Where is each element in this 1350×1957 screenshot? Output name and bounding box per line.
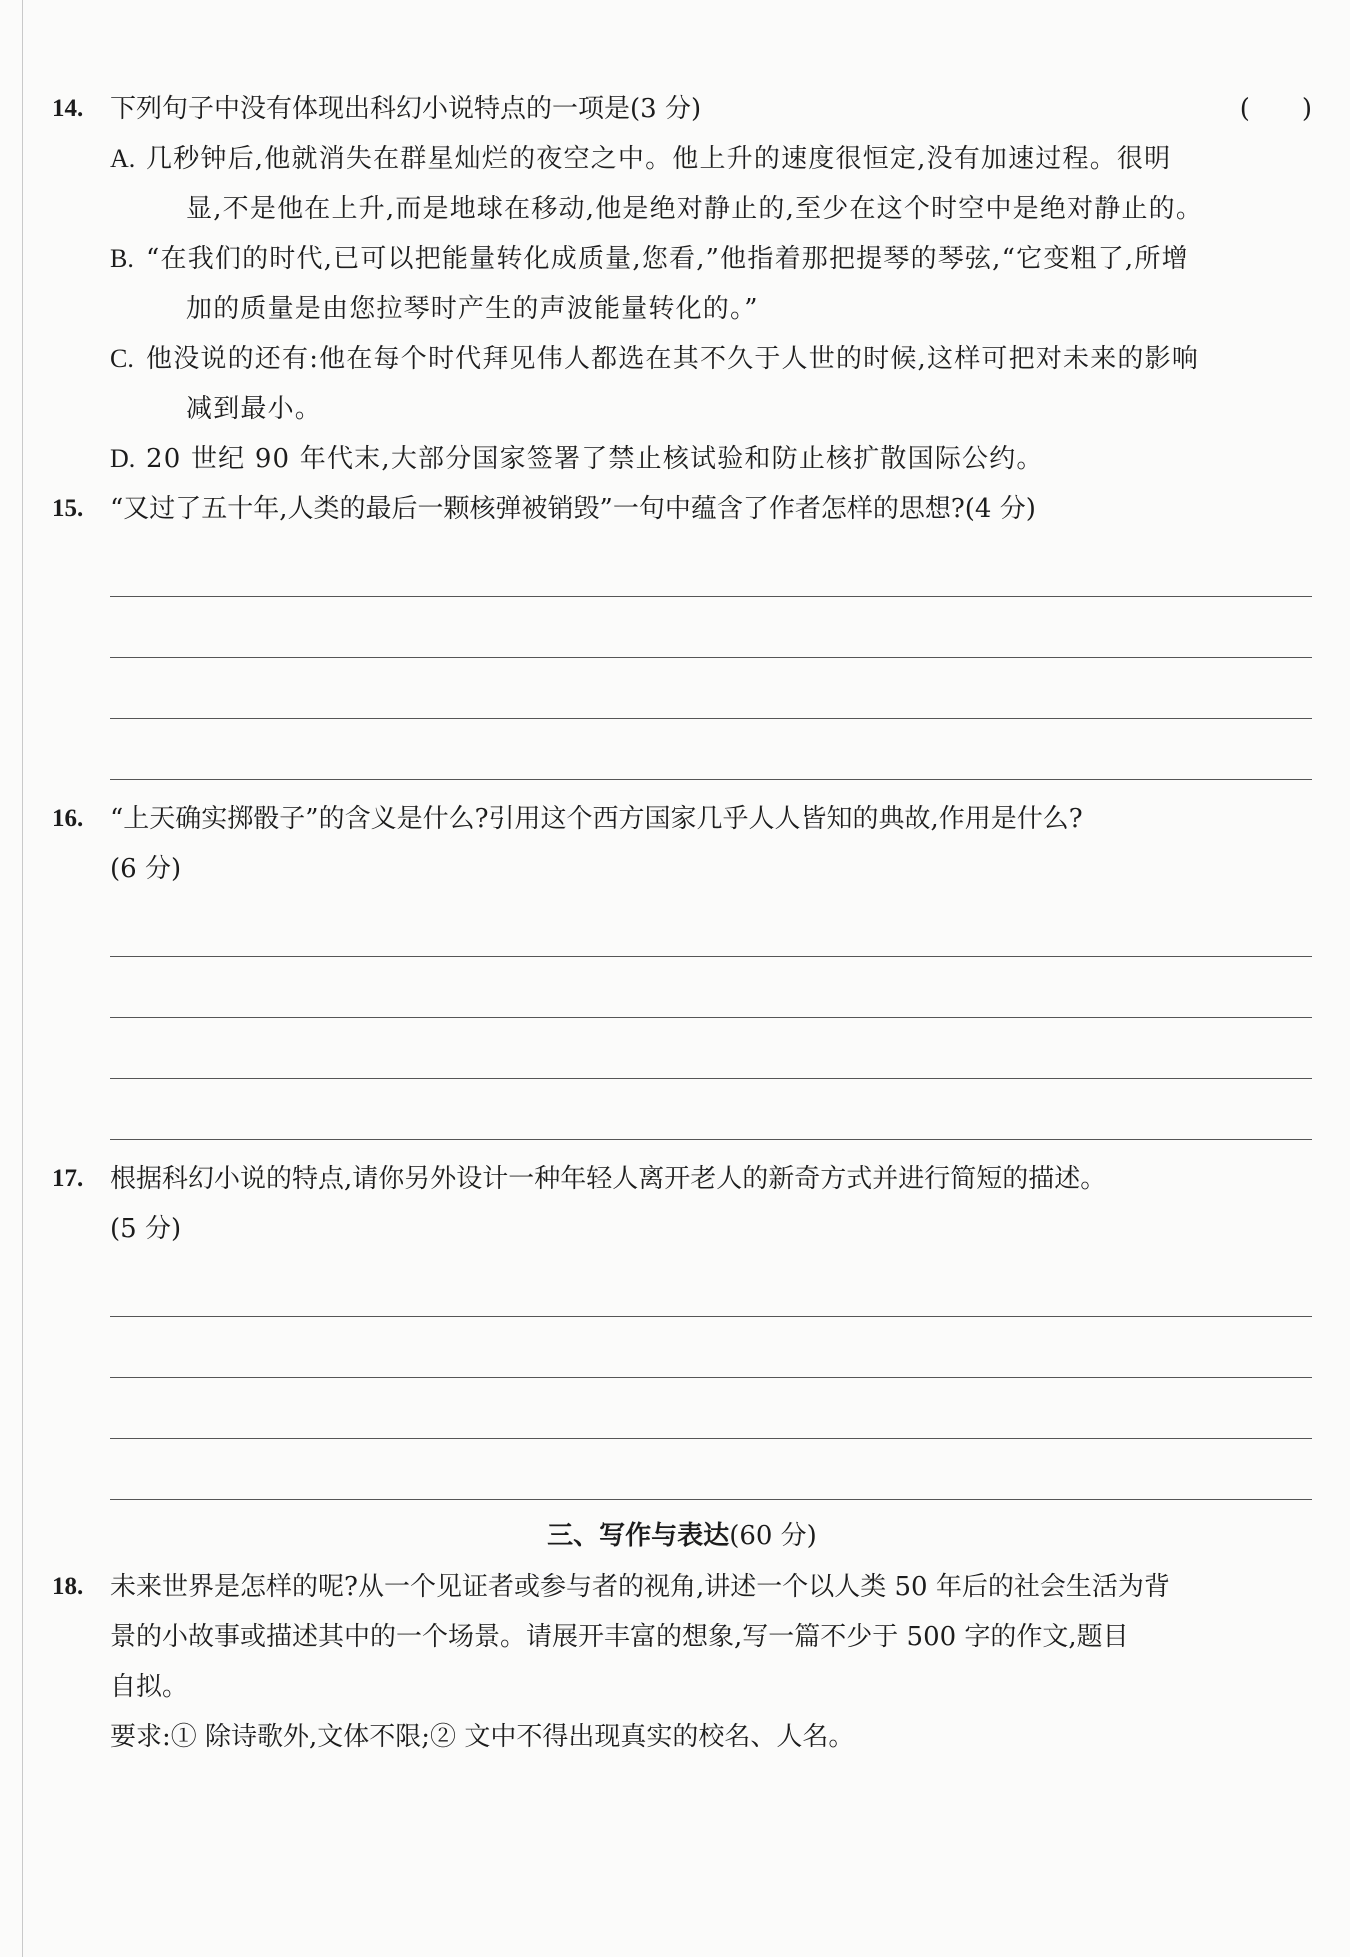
answer-line[interactable] — [110, 912, 1312, 957]
answer-line[interactable] — [110, 1378, 1312, 1439]
question-17 — [52, 1154, 1312, 1254]
answer-line[interactable] — [110, 1272, 1312, 1317]
question-stem: “上天确实掷骰子”的含义是什么?引用这个西方国家几乎人人皆知的典故,作用是什么? — [110, 804, 1083, 834]
answer-line[interactable] — [110, 658, 1312, 719]
question-number: 17. — [52, 1165, 84, 1192]
option-text-line: 20 世纪 90 年代末,大部分国家签署了禁止核试验和防止核扩散国际公约。 — [146, 444, 1044, 474]
answer-line[interactable] — [110, 1317, 1312, 1378]
answer-line[interactable] — [110, 1018, 1312, 1079]
section-heading — [52, 1510, 1312, 1562]
question-number: 15. — [52, 495, 84, 522]
question-number: 16. — [52, 805, 84, 832]
answer-area-16[interactable] — [110, 894, 1312, 1140]
option-text-line: “在我们的时代,已可以把能量转化成质量,您看,”他指着那把提琴的琴弦,“它变粗了,所增 — [146, 244, 1189, 274]
option-b — [52, 234, 1312, 334]
answer-area-15[interactable] — [110, 534, 1312, 780]
question-score: (5 分) — [110, 1214, 182, 1244]
question-stem-line: 自拟。 — [110, 1672, 189, 1702]
option-text-line: 减到最小。 — [186, 394, 323, 424]
answer-parentheses[interactable]: ( ) — [1239, 94, 1312, 124]
answer-line[interactable] — [110, 719, 1312, 780]
page-margin-rule — [22, 0, 23, 1957]
answer-line[interactable] — [110, 1439, 1312, 1500]
question-stem: “又过了五十年,人类的最后一颗核弹被销毁”一句中蕴含了作者怎样的思想?(4 分) — [110, 494, 1036, 524]
option-a — [52, 134, 1312, 234]
exam-page — [52, 84, 1312, 1762]
question-stem-line: 景的小故事或描述其中的一个场景。请展开丰富的想象,写一篇不少于 500 字的作文,题目 — [110, 1622, 1129, 1652]
option-text-line: 他没说的还有:他在每个时代拜见伟人都选在其不久于人世的时候,这样可把对未来的影响 — [146, 344, 1200, 374]
option-letter: D. — [110, 444, 136, 473]
question-score: (6 分) — [110, 854, 182, 884]
answer-line[interactable] — [110, 1079, 1312, 1140]
option-text-line: 显,不是他在上升,而是地球在移动,他是绝对静止的,至少在这个时空中是绝对静止的。 — [186, 194, 1204, 224]
question-16 — [52, 794, 1312, 894]
section-score: (60 分) — [729, 1521, 817, 1551]
essay-requirements: 要求:① 除诗歌外,文体不限;② 文中不得出现真实的校名、人名。 — [110, 1722, 855, 1752]
option-text-line: 加的质量是由您拉琴时产生的声波能量转化的。” — [186, 294, 759, 324]
question-stem-line: 未来世界是怎样的呢?从一个见证者或参与者的视角,讲述一个以人类 50 年后的社会生活为背 — [110, 1572, 1170, 1602]
section-title: 三、写作与表达 — [547, 1521, 730, 1551]
question-stem: 下列句子中没有体现出科幻小说特点的一项是(3 分) — [110, 94, 702, 124]
option-letter: A. — [110, 144, 136, 173]
option-d — [52, 434, 1312, 484]
question-number: 14. — [52, 95, 84, 122]
option-letter: C. — [110, 344, 134, 373]
answer-line[interactable] — [110, 597, 1312, 658]
question-15 — [52, 484, 1312, 534]
question-number: 18. — [52, 1573, 84, 1600]
option-c — [52, 334, 1312, 434]
question-18 — [52, 1562, 1312, 1712]
answer-line[interactable] — [110, 957, 1312, 1018]
option-letter: B. — [110, 244, 134, 273]
question-14 — [52, 84, 1312, 134]
answer-area-17[interactable] — [110, 1254, 1312, 1500]
question-stem: 根据科幻小说的特点,请你另外设计一种年轻人离开老人的新奇方式并进行简短的描述。 — [110, 1164, 1107, 1194]
option-text-line: 几秒钟后,他就消失在群星灿烂的夜空之中。他上升的速度很恒定,没有加速过程。很明 — [146, 144, 1172, 174]
answer-line[interactable] — [110, 552, 1312, 597]
